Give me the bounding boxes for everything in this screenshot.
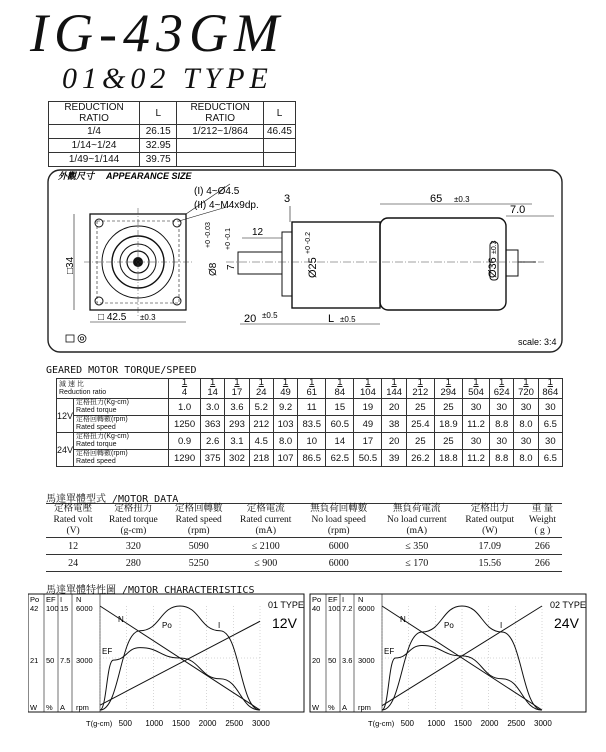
ratio-cell: 1/49~1/144 xyxy=(49,153,140,167)
motor-data-title: 馬達單體型式 /MOTOR DATA xyxy=(46,494,179,505)
ratio-cell: 1/14~1/24 xyxy=(49,139,140,153)
axis-unit: W xyxy=(30,703,38,712)
dim-square-425: □ 42.5 xyxy=(98,312,127,323)
characteristics-charts xyxy=(28,590,588,752)
md-head: 無負荷回轉數 No load speed (rpm) xyxy=(300,504,376,538)
type-label: 02 TYPE xyxy=(550,600,586,610)
axis-top-value: 6000 xyxy=(76,604,93,613)
md-head: 定格扭力 Rated torque (g-cm) xyxy=(100,504,166,538)
tol-20: ±0.5 xyxy=(262,311,278,320)
dim-25: Ø25 xyxy=(307,257,319,278)
note-threads: (II) 4~M4x9dp. xyxy=(194,200,259,211)
x-tick-label: 500 xyxy=(400,719,415,728)
x-tick-label: 3000 xyxy=(252,719,270,728)
ratio-col: 1 84 xyxy=(326,379,354,399)
axis-mid-value: 3.6 xyxy=(342,656,353,665)
axis-top-value: 40 xyxy=(312,604,321,613)
ratio-head: L xyxy=(263,102,295,125)
axis-head: N xyxy=(358,595,364,604)
axis-unit: A xyxy=(342,703,348,712)
curve-label: N xyxy=(400,615,406,624)
x-tick-label: 3000 xyxy=(534,719,552,728)
axis-head: EF xyxy=(328,595,338,604)
ratio-col: 1 17 xyxy=(225,379,249,399)
product-subtitle: 01&02 TYPE xyxy=(62,62,273,95)
md-head: 無負荷電流 No load current (mA) xyxy=(377,504,457,538)
axis-unit: rpm xyxy=(76,703,89,712)
ratio-cell: 26.15 xyxy=(140,125,177,139)
ratio-col: 1 624 xyxy=(490,379,514,399)
axis-mid-value: 20 xyxy=(312,656,321,665)
volt-label: 24V xyxy=(554,615,579,631)
ratio-cell: 39.75 xyxy=(140,153,177,167)
axis-unit: A xyxy=(60,703,66,712)
ratio-cell xyxy=(263,139,295,153)
axis-mid-value: 50 xyxy=(328,656,337,665)
drawing-label-en: APPEARANCE SIZE xyxy=(106,171,192,181)
tol-36: ±0.3 xyxy=(491,240,498,254)
ratio-head: REDUCTION RATIO xyxy=(177,102,264,125)
x-axis-label: T(g-cm) xyxy=(86,719,113,728)
ratio-head: L xyxy=(140,102,177,125)
ratio-col: 1 212 xyxy=(406,379,434,399)
drawing-scale: scale: 3:4 xyxy=(518,337,557,347)
tol-7v: +0 -0.1 xyxy=(225,228,232,250)
ratio-cell: 1/212~1/864 xyxy=(177,125,264,139)
geared-table: 減 速 比 Reduction ratio 1 4 1 14 1 17 1 24 1 49 1 61 1 84 1 104 1 144 1 212 1 294 1 504 1 624 1 720 1 864 12V 定格扭力(Kg-cm) Rated torque 1.0 3.0 3.6 5.2 9.2 11 15 19 20 25 25 30 30 30 30 定格回轉數(rpm) Rated speed 1250 363 293 212 103 83.5 60.5 49 38 25.4 18.9 11.2 8.8 8.0 6.5 24V 定格扭力(Kg-cm) Rated torque 0.9 2.6 3.1 4.5 8.0 10 14 17 20 25 25 30 30 30 30 定格回轉數(rpm) Rated speed 1290 375 302 218 107 86.5 62.5 50.5 39 26.2 18.8 11.2 8.8 8.0 6.5 xyxy=(56,378,563,467)
axis-mid-value: 21 xyxy=(30,656,39,665)
type-label: 01 TYPE xyxy=(268,600,304,610)
ratio-table xyxy=(48,101,296,167)
projection-symbol-icon xyxy=(66,335,86,343)
ratio-col: 1 144 xyxy=(382,379,406,399)
geared-title: GEARED MOTOR TORQUE/SPEED xyxy=(46,365,197,376)
x-tick-label: 2500 xyxy=(507,719,526,728)
characteristics-title: 馬達單體特性圖 /MOTOR CHARACTERISTICS xyxy=(46,585,255,596)
axis-top-value: 42 xyxy=(30,604,39,613)
x-tick-label: 1000 xyxy=(427,719,446,728)
x-axis-label: T(g-cm) xyxy=(368,719,395,728)
dim-65: 65 xyxy=(430,193,443,205)
axis-mid-value: 7.5 xyxy=(60,656,71,665)
curve-label: EF xyxy=(384,647,395,656)
ratio-cell xyxy=(263,153,295,167)
axis-head: N xyxy=(76,595,82,604)
x-tick-label: 2500 xyxy=(225,719,244,728)
product-title: IG-43GM xyxy=(30,3,285,63)
curve-label: Po xyxy=(162,621,172,630)
axis-top-value: 100 xyxy=(46,604,59,613)
md-head: 定格回轉數 Rated speed (rpm) xyxy=(166,504,231,538)
ratio-col: 1 14 xyxy=(201,379,225,399)
curve-label: I xyxy=(218,621,221,630)
axis-head: Po xyxy=(312,595,322,604)
dim-12: 12 xyxy=(252,227,264,238)
dim-3: 3 xyxy=(284,193,291,205)
motor-data-table: 定格電壓 Rated volt (V) 定格扭力 Rated torque (g-cm) 定格回轉數 Rated speed (rpm) 定格電流 Rated current (mA) 無負荷回轉數 No load speed (rpm) 無負荷電流 No load current (mA) 定格出力 Rated output (W) 重 量 Weight ( g ) 12 320 5090 ≤ 2100 6000 ≤ 350 17.09 266 24 280 5250 ≤ 900 6000 ≤ 170 15.56 266 xyxy=(46,503,562,572)
dim-L: L xyxy=(328,313,335,325)
ratio-col: 1 104 xyxy=(354,379,382,399)
tol-25: +0 -0.2 xyxy=(305,232,312,254)
x-tick-label: 1000 xyxy=(145,719,164,728)
axis-head: I xyxy=(60,595,63,604)
axis-head: EF xyxy=(46,595,56,604)
dim-7: 7.0 xyxy=(510,204,526,216)
curve-label: N xyxy=(118,615,124,624)
axis-top-value: 6000 xyxy=(358,604,375,613)
note-holes: (I) 4~Ø4.5 xyxy=(194,186,240,197)
md-head: 定格出力 Rated output (W) xyxy=(457,504,523,538)
x-tick-label: 1500 xyxy=(454,719,472,728)
ratio-cell: 1/4 xyxy=(49,125,140,139)
curve-label: Po xyxy=(444,621,454,630)
md-head: 定格電流 Rated current (mA) xyxy=(231,504,300,538)
ratio-cell: 46.45 xyxy=(263,125,295,139)
axis-unit: W xyxy=(312,703,320,712)
tol-8: +0 -0.03 xyxy=(205,222,212,248)
ratio-col: 1 24 xyxy=(249,379,273,399)
ratio-label-en: Reduction ratio xyxy=(59,388,107,396)
appearance-drawing xyxy=(44,166,566,356)
axis-mid-value: 3000 xyxy=(76,656,93,665)
x-tick-label: 500 xyxy=(118,719,133,728)
ratio-col: 1 504 xyxy=(462,379,489,399)
dim-square-34: □34 xyxy=(65,256,76,274)
axis-top-value: 7.2 xyxy=(342,604,353,613)
ratio-col: 1 294 xyxy=(434,379,462,399)
axis-top-value: 100 xyxy=(328,604,341,613)
x-tick-label: 2000 xyxy=(480,719,499,728)
axis-unit: % xyxy=(328,703,335,712)
ratio-label-cn: 減 速 比 xyxy=(59,380,84,388)
axis-head: Po xyxy=(30,595,40,604)
ratio-col: 1 864 xyxy=(538,379,562,399)
volt-12: 12V xyxy=(57,399,74,433)
x-tick-label: 1500 xyxy=(172,719,190,728)
volt-24: 24V xyxy=(57,433,74,467)
drawing-label-cn: 外觀尺寸 xyxy=(58,171,95,181)
ratio-cell: 32.95 xyxy=(140,139,177,153)
ratio-head: REDUCTION RATIO xyxy=(49,102,140,125)
axis-unit: % xyxy=(46,703,53,712)
tol-L: ±0.5 xyxy=(340,315,356,324)
drawing-frame xyxy=(48,170,562,352)
dim-36: Ø36 xyxy=(487,257,499,278)
x-tick-label: 2000 xyxy=(198,719,217,728)
axis-mid-value: 3000 xyxy=(358,656,375,665)
md-head: 重 量 Weight ( g ) xyxy=(523,504,562,538)
dim-7v: 7 xyxy=(226,264,237,270)
ratio-col: 1 4 xyxy=(169,379,201,399)
curve-label: EF xyxy=(102,647,113,656)
axis-head: I xyxy=(342,595,345,604)
ratio-cell xyxy=(177,153,264,167)
volt-label: 12V xyxy=(272,615,297,631)
ratio-cell xyxy=(177,139,264,153)
axis-mid-value: 50 xyxy=(46,656,55,665)
tol-square-425: ±0.3 xyxy=(140,313,156,322)
axis-top-value: 15 xyxy=(60,604,69,613)
tol-65: ±0.3 xyxy=(454,195,470,204)
ratio-col: 1 61 xyxy=(298,379,326,399)
ratio-col: 1 49 xyxy=(273,379,297,399)
axis-unit: rpm xyxy=(358,703,371,712)
md-head: 定格電壓 Rated volt (V) xyxy=(46,504,100,538)
dim-8: Ø8 xyxy=(208,262,219,276)
ratio-col: 1 720 xyxy=(514,379,538,399)
curve-label: I xyxy=(500,621,503,630)
dim-20: 20 xyxy=(244,313,257,325)
